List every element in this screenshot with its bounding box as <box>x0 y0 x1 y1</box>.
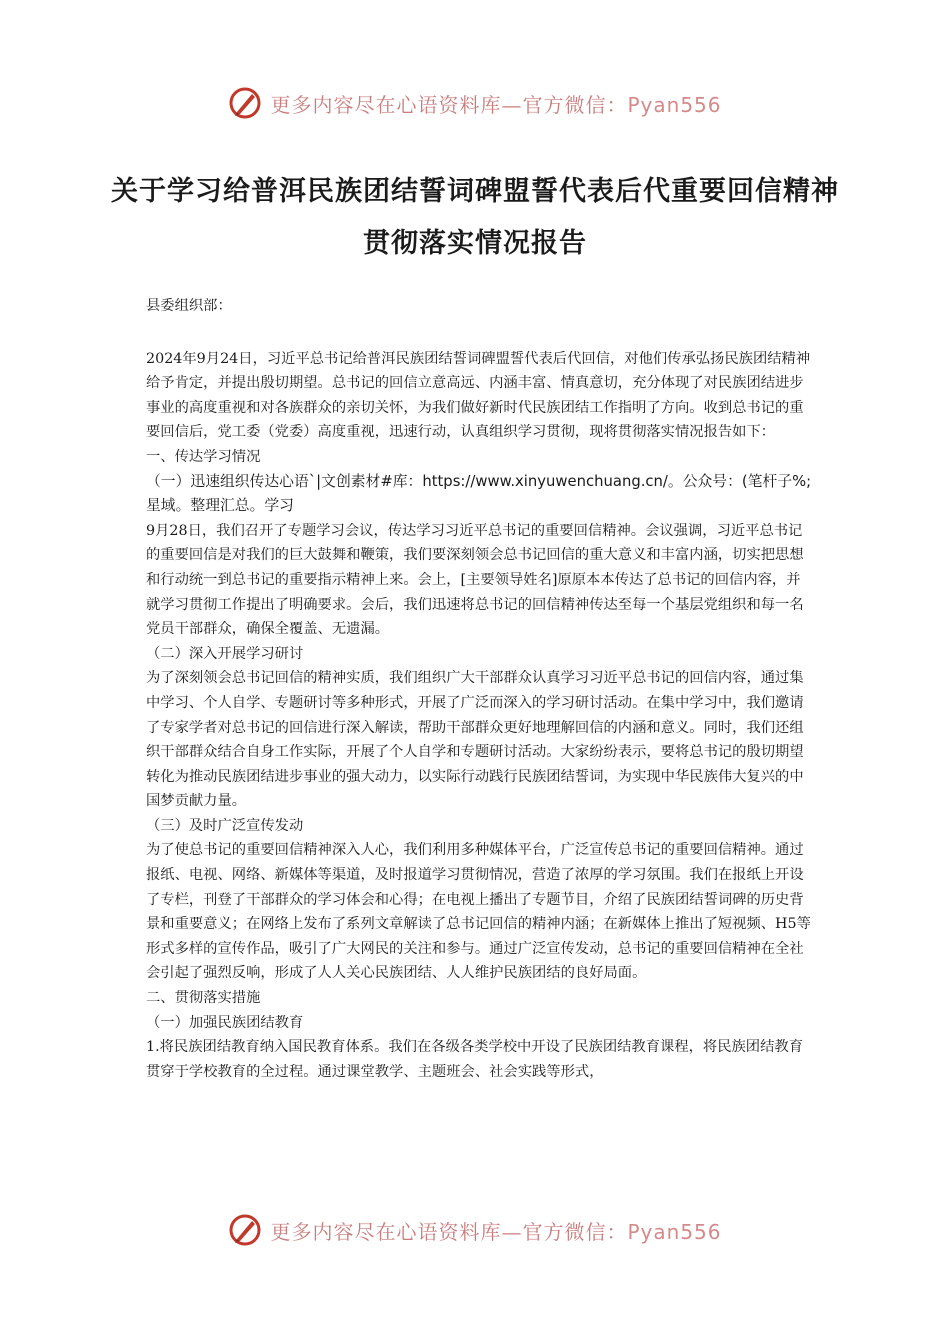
pen-logo-icon <box>228 1213 262 1247</box>
section-heading: 二、贯彻落实措施 <box>146 990 261 1007</box>
body-paragraph: 9月28日，我们召开了专题学习会议，传达学习习近平总书记的重要回信精神。会议强调，习近平总书记的重要回信是对我们的巨大鼓舞和鞭策，我们要深刻领会总书记回信的重大意义和丰富内涵，切实把思想和行动统一到总书记的重要指示精神上来。会上，[主要领导姓名]原原本本传达了总书记的回信内容，并就学习贯彻工作提出了明确要求。会后，我们迅速将总书记的回信精神传达至每一个基层党组织和每一名党员干部群众，确保全覆盖、无遗漏。 <box>146 522 804 638</box>
document-body <box>146 294 814 1084</box>
subsection-heading: （三）及时广泛宣传发动 <box>146 817 304 834</box>
subsection-heading: （二）深入开展学习研讨 <box>146 645 304 662</box>
body-paragraph: 为了深刻领会总书记回信的精神实质，我们组织广大干部群众认真学习习近平总书记的回信内容，通过集中学习、个人自学、专题研讨等多种形式，开展了广泛而深入的学习研讨活动。在集中学习中，我们邀请了专家学者对总书记的回信进行深入解读，帮助干部群众更好地理解回信的内涵和意义。同时，我们还组织干部群众结合自身工作实际，开展了个人自学和专题研讨活动。大家纷纷表示，要将总书记的殷切期望转化为推动民族团结进步事业的强大动力，以实际行动践行民族团结誓词，为实现中华民族伟大复兴的中国梦贡献力量。 <box>146 670 804 810</box>
body-paragraph: 1.将民族团结教育纳入国民教育体系。我们在各级各类学校中开设了民族团结教育课程，将民族团结教育贯穿于学校教育的全过程。通过课堂教学、主题班会、社会实践等形式， <box>146 1039 803 1080</box>
watermark-text: 更多内容尽在心语资料库—官方微信：Pyan556 <box>270 92 722 117</box>
watermark-banner-top <box>0 83 950 123</box>
section-heading: 一、传达学习情况 <box>146 448 261 465</box>
watermark-banner-bottom <box>0 1210 950 1250</box>
subsection-heading: （一）加强民族团结教育 <box>146 1014 304 1031</box>
body-paragraph: 为了使总书记的重要回信精神深入人心，我们利用多种媒体平台，广泛宣传总书记的重要回信精神。通过报纸、电视、网络、新媒体等渠道，及时报道学习贯彻情况，营造了浓厚的学习氛围。我们在报纸上开设了专栏，刊登了干部群众的学习体会和心得；在电视上播出了专题节目，介绍了民族团结誓词碑的历史背景和重要意义；在网络上发布了系列文章解读了总书记回信的精神内涵；在新媒体上推出了短视频、H5等形式多样的宣传作品，吸引了广大网民的关注和参与。通过广泛宣传发动，总书记的重要回信精神在全社会引起了强烈反响，形成了人人关心民族团结、人人维护民族团结的良好局面。 <box>146 842 811 982</box>
pen-logo-icon <box>228 86 262 120</box>
salutation: 县委组织部： <box>146 298 232 314</box>
subsection-heading: （一）迅速组织传达心语`|文创素材#库：https://www.xinyuwenchuang.cn/。公众号：(笔杆子%;星域。整理汇总。学习 <box>146 472 812 515</box>
document-title: 关于学习给普洱民族团结誓词碑盟誓代表后代重要回信精神贯彻落实情况报告 <box>111 176 839 260</box>
intro-paragraph: 2024年9月24日，习近平总书记给普洱民族团结誓词碑盟誓代表后代回信，对他们传承弘扬民族团结精神给予肯定，并提出殷切期望。总书记的回信立意高远、内涵丰富、情真意切，充分体现了对民族团结进步事业的高度重视和对各族群众的亲切关怀，为我们做好新时代民族团结工作指明了方向。收到总书记的重要回信后，党工委（党委）高度重视，迅速行动，认真组织学习贯彻，现将贯彻落实情况报告如下： <box>146 350 811 441</box>
watermark-text: 更多内容尽在心语资料库—官方微信：Pyan556 <box>270 1219 722 1244</box>
